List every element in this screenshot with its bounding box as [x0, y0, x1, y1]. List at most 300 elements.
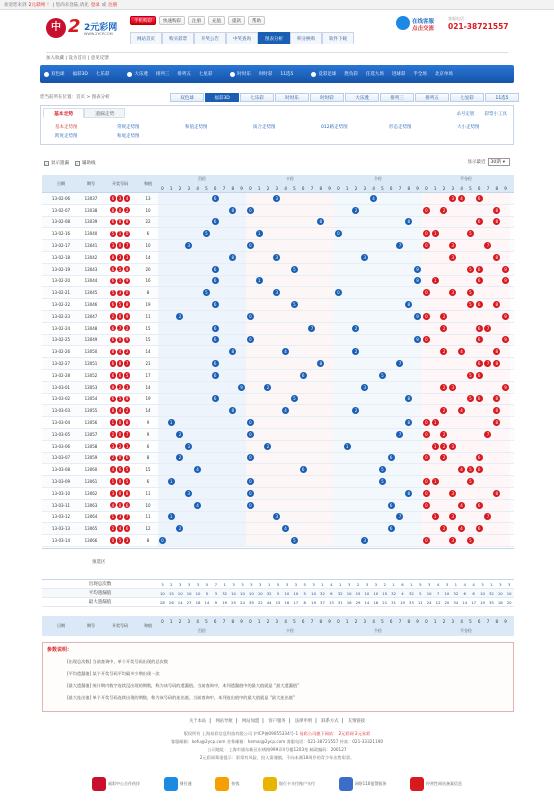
- omit-cell: [158, 394, 167, 405]
- win-ball: 5: [125, 372, 129, 378]
- omit-cell: [396, 346, 405, 357]
- hit-ball: 4: [282, 407, 289, 414]
- omit-cell: [316, 429, 325, 440]
- hit-ball: 6: [212, 325, 219, 332]
- stat-value: 15: [355, 590, 361, 596]
- omit-cell: [492, 535, 501, 546]
- omit-cell: [167, 429, 176, 440]
- omit-cell: [440, 193, 449, 204]
- omit-cell: [158, 276, 167, 287]
- row-sum: 10: [145, 243, 151, 249]
- hit-cell: [440, 205, 449, 216]
- nav-home[interactable]: 网站首页: [130, 32, 162, 44]
- omit-cell: [378, 405, 387, 416]
- omit-cell: [360, 476, 369, 487]
- hotline-number: 021-38721557: [448, 22, 509, 31]
- omit-cell: [308, 264, 317, 275]
- omit-cell: [457, 512, 466, 523]
- row-zone: [422, 217, 510, 228]
- hit-ball: 1: [432, 513, 439, 520]
- win-ball: 5: [118, 302, 122, 308]
- stat-value: 39: [248, 599, 254, 605]
- win-ball: 7: [125, 431, 129, 437]
- hit-ball: 5: [467, 266, 474, 273]
- omit-cell: [167, 346, 176, 357]
- badge-icp[interactable]: 经营性网站备案信息: [410, 774, 462, 794]
- footer-links: 关于本站 | 网站导航 | 网站加盟 | 客户服务 | 法律申明 | 联系方式 | 友情链接: [189, 718, 365, 724]
- omit-cell: [176, 512, 185, 523]
- chart-link-span[interactable]: 跨度走势图: [55, 134, 78, 139]
- stat-value: 33: [408, 599, 414, 605]
- row-zone: [158, 417, 246, 428]
- omit-cell: [413, 417, 422, 428]
- tab-pl3[interactable]: 排列三: [380, 93, 414, 102]
- omit-cell: [369, 299, 378, 310]
- omit-cell: [246, 441, 255, 452]
- omit-cell: [184, 299, 193, 310]
- hit-ball: 8: [229, 348, 236, 355]
- omit-cell: [255, 394, 264, 405]
- stat-value: 17: [471, 599, 477, 605]
- hit-cell: [457, 500, 466, 511]
- hit-cell: [492, 252, 501, 263]
- omit-cell: [308, 476, 317, 487]
- row-sum: 17: [145, 372, 151, 378]
- omit-cell: [404, 240, 413, 251]
- stat-value: 3: [481, 581, 484, 587]
- omit-cell: [440, 512, 449, 523]
- mobile-buy-button[interactable]: 手机购彩: [130, 16, 156, 25]
- omit-cell: [440, 464, 449, 475]
- omit-cell: [343, 405, 352, 416]
- lottery-item-dlt[interactable]: 大乐透: [127, 71, 148, 77]
- omit-cell: [501, 193, 510, 204]
- omit-cell: [440, 228, 449, 239]
- omit-cell: [501, 394, 510, 405]
- hit-cell: [228, 252, 237, 263]
- hit-ball: 8: [317, 218, 324, 225]
- omit-cell: [325, 252, 334, 263]
- kill-number-link[interactable]: 杀号定胆: [456, 112, 475, 117]
- omit-cell: [431, 523, 440, 534]
- hit-cell: [440, 523, 449, 534]
- hit-cell: [193, 500, 202, 511]
- omit-cell: [158, 299, 167, 310]
- stat-value: 3: [196, 581, 200, 587]
- hit-cell: [457, 346, 466, 357]
- online-service[interactable]: [396, 16, 440, 36]
- row-sum: 21: [145, 361, 151, 367]
- tab-dlt[interactable]: 大乐透: [345, 93, 379, 102]
- omit-cell: [360, 358, 369, 369]
- hit-cell: [228, 405, 237, 416]
- predict-zone[interactable]: [42, 548, 514, 580]
- chart-link-shape[interactable]: 形态走势图: [389, 125, 412, 130]
- omit-cell: [308, 535, 317, 546]
- hit-cell: [501, 311, 510, 322]
- lottery-item-pl5[interactable]: 排列五: [177, 72, 191, 77]
- omit-cell: [281, 323, 290, 334]
- periods-select[interactable]: 30期 ▾: [488, 158, 511, 166]
- omit-cell: [334, 205, 343, 216]
- digit-header: 4: [460, 618, 463, 624]
- badge-tenpay[interactable]: 财付通: [164, 774, 192, 794]
- stat-value: 1: [339, 581, 342, 587]
- digit-header: 4: [196, 185, 199, 191]
- win-ball: 5: [118, 538, 122, 543]
- tab-11x5[interactable]: 11选5: [485, 93, 519, 102]
- omit-cell: [343, 346, 352, 357]
- lottery-item-3d[interactable]: 福彩3D: [72, 72, 88, 77]
- row-date: 13-03-02: [51, 396, 71, 402]
- omit-cell: [202, 264, 211, 275]
- omit-cell: [387, 429, 396, 440]
- hit-ball: 3: [185, 443, 192, 450]
- row-sum: 11: [145, 514, 151, 520]
- nav-winning[interactable]: 中奖查询: [226, 32, 258, 44]
- stat-value: 32: [453, 590, 459, 596]
- nav-results[interactable]: 开奖公告: [194, 32, 226, 44]
- lottery-item-ssq[interactable]: 双色球: [44, 71, 65, 77]
- omit-cell: [308, 500, 317, 511]
- hit-cell: [360, 535, 369, 546]
- row-date: 13-02-28: [51, 372, 71, 378]
- stat-value: 3: [365, 581, 369, 587]
- omit-cell: [264, 264, 273, 275]
- omit-cell: [404, 464, 413, 475]
- tenpay-logo-icon: [164, 777, 178, 791]
- nav-download[interactable]: 软件下载: [322, 32, 354, 44]
- omit-cell: [343, 429, 352, 440]
- hit-ball: 2: [352, 207, 359, 214]
- digit-header: 3: [187, 185, 191, 191]
- omit-cell: [369, 252, 378, 263]
- win-ball: 9: [125, 313, 129, 319]
- hit-cell: [281, 346, 290, 357]
- digit-header: 5: [205, 618, 208, 624]
- omit-cell: [264, 464, 273, 475]
- hit-cell: [440, 453, 449, 464]
- lottery-item-rx9[interactable]: 任选九场: [365, 72, 384, 77]
- row-issue: 13061: [84, 479, 98, 485]
- omit-cell: [228, 240, 237, 251]
- tab-qlc[interactable]: 七乐彩: [240, 93, 274, 102]
- row-sum: 6: [146, 443, 150, 449]
- omit-cell: [220, 476, 229, 487]
- omit-cell: [176, 217, 185, 228]
- win-ball: 5: [118, 396, 122, 402]
- omit-cell: [334, 394, 343, 405]
- tab-3d[interactable]: 福彩3D: [205, 93, 239, 102]
- footer-link-contact[interactable]: 联系方式: [321, 719, 339, 724]
- omit-cell: [457, 276, 466, 287]
- row-zone: [334, 453, 422, 464]
- recharge-button[interactable]: 充值: [208, 16, 225, 25]
- nav-buy[interactable]: 购买彩票: [162, 32, 194, 44]
- omit-cell: [466, 453, 475, 464]
- login-link[interactable]: 登录: [90, 2, 100, 8]
- row-issue: 13054: [84, 396, 98, 402]
- omit-cell: [413, 217, 422, 228]
- stat-value: 3: [347, 581, 351, 587]
- row-zone: [422, 394, 510, 405]
- tools-link[interactable]: 彩票小工具: [484, 112, 507, 117]
- omit-cell: [387, 240, 396, 251]
- split-line-checkbox[interactable]: ✓: [75, 160, 80, 166]
- lottery-item-sfc[interactable]: 胜负彩: [344, 72, 358, 77]
- omit-cell: [308, 512, 317, 523]
- row-zone: [246, 311, 334, 322]
- omit-cell: [211, 417, 220, 428]
- win-ball: 7: [125, 243, 129, 249]
- hit-cell: [211, 335, 220, 346]
- badge-welfare[interactable]: 福彩中心合作伙伴: [92, 774, 140, 794]
- omit-cell: [457, 323, 466, 334]
- omit-cell: [343, 453, 352, 464]
- omit-cell: [184, 464, 193, 475]
- omit-cell: [501, 205, 510, 216]
- hit-cell: [422, 335, 431, 346]
- hit-ball: 8: [493, 360, 500, 367]
- omit-cell: [440, 276, 449, 287]
- stat-value: 10: [195, 590, 201, 596]
- hit-ball: 8: [493, 254, 500, 261]
- omit-cell: [369, 394, 378, 405]
- hit-cell: [387, 500, 396, 511]
- lottery-item-ssl[interactable]: 时时乐: [230, 71, 251, 77]
- hit-ball: 4: [194, 466, 201, 473]
- omit-cell: [325, 464, 334, 475]
- hit-ball: 9: [414, 266, 421, 273]
- hit-ball: 2: [264, 443, 271, 450]
- row-issue: 13062: [84, 490, 98, 496]
- quick-buy-button[interactable]: 快速购彩: [159, 16, 185, 25]
- row-issue: 13044: [84, 278, 98, 284]
- hit-ball: 5: [291, 537, 298, 544]
- hit-ball: 3: [185, 242, 192, 249]
- hit-ball: 9: [502, 336, 509, 343]
- badge-99bill[interactable]: 快钱: [215, 774, 239, 794]
- omit-cell: [281, 453, 290, 464]
- omit-cell: [501, 441, 510, 452]
- digit-header: 3: [451, 185, 455, 191]
- chart-link-size[interactable]: 大小走势图: [457, 125, 480, 130]
- omit-cell: [431, 405, 440, 416]
- omit-cell: [246, 523, 255, 534]
- hit-ball: 1: [256, 230, 263, 237]
- omit-cell: [299, 358, 308, 369]
- stat-value: 32: [337, 590, 343, 596]
- help-button[interactable]: 帮助: [248, 16, 265, 25]
- stat-value: 34: [453, 599, 459, 605]
- omit-cell: [501, 370, 510, 381]
- footer-link-sitemap[interactable]: 网站导航: [215, 719, 233, 724]
- omit-cell: [396, 464, 405, 475]
- lottery-item-jqc[interactable]: 进球彩: [391, 72, 406, 77]
- omit-cell: [299, 441, 308, 452]
- footer-link-friends[interactable]: 友情链接: [347, 719, 365, 724]
- tab-qxc[interactable]: 七星彩: [450, 93, 484, 102]
- row-zone: [158, 276, 246, 287]
- row-win-number: [102, 523, 138, 534]
- omit-cell: [228, 217, 237, 228]
- row-zone: [334, 382, 422, 393]
- lottery-item-pl3[interactable]: 排列三: [155, 72, 170, 77]
- hit-cell: [492, 405, 501, 416]
- chart-link-tail[interactable]: 和尾走势图: [117, 134, 140, 139]
- win-ball: 2: [125, 349, 129, 355]
- header-date: 日期: [57, 180, 65, 186]
- hit-ball: 0: [423, 230, 430, 237]
- omit-cell: [167, 264, 176, 275]
- omit-cell: [167, 299, 176, 310]
- omit-cell: [352, 441, 361, 452]
- digit-header: 6: [213, 185, 217, 191]
- breadcrumb-text: 您当前所在位置：首页 > 图表分析: [40, 95, 110, 100]
- row-zone: [246, 346, 334, 357]
- omit-cell: [176, 476, 185, 487]
- row-zone: [246, 453, 334, 464]
- omit-cell: [202, 193, 211, 204]
- footer-link-service[interactable]: 客户服务: [268, 719, 286, 724]
- badge-bank[interactable]: 银行卡支付账户支付: [263, 774, 315, 794]
- hit-cell: [184, 240, 193, 251]
- omit-cell: [440, 535, 449, 546]
- row-issue: 13038: [84, 207, 98, 213]
- row-sum: 10: [145, 207, 151, 213]
- chart-link-normal[interactable]: 常规走势图: [117, 125, 140, 130]
- omit-cell: [193, 358, 202, 369]
- omit-cell: [387, 358, 396, 369]
- omit-cell: [387, 476, 396, 487]
- hit-cell: [440, 323, 449, 334]
- site-logo[interactable]: [46, 16, 126, 46]
- omit-cell: [193, 252, 202, 263]
- tab-ssq[interactable]: 双色球: [170, 93, 204, 102]
- hit-cell: [334, 228, 343, 239]
- stat-value: 35: [488, 599, 494, 605]
- withdraw-button[interactable]: 提款: [228, 16, 245, 25]
- stat-value: 44: [266, 599, 272, 605]
- row-win-number: [102, 323, 138, 334]
- omit-cell: [308, 358, 317, 369]
- lottery-item-ssc[interactable]: 时时彩: [258, 72, 273, 77]
- omit-cell: [492, 370, 501, 381]
- tab-ssc[interactable]: 时时彩: [310, 93, 344, 102]
- win-ball: 1: [111, 420, 115, 426]
- hit-cell: [396, 240, 405, 251]
- omit-cell: [334, 335, 343, 346]
- omit-cell: [202, 535, 211, 546]
- row-sum: 14: [145, 408, 151, 414]
- win-ball: 6: [125, 526, 129, 532]
- omit-cell: [281, 417, 290, 428]
- omit-cell: [264, 205, 273, 216]
- lottery-item-qlc[interactable]: 七乐彩: [95, 72, 110, 77]
- chart-link-basic[interactable]: 基本走势图: [55, 125, 78, 130]
- hit-ball: 7: [308, 325, 315, 332]
- omit-cell: [316, 193, 325, 204]
- logo-mark-icon: 中: [46, 18, 66, 38]
- omit-cell: [316, 346, 325, 357]
- omit-cell: [396, 287, 405, 298]
- omit-cell: [246, 358, 255, 369]
- lottery-item-bqc[interactable]: 半全场: [413, 72, 427, 77]
- lottery-item-bjdc[interactable]: 北京单场: [434, 72, 453, 77]
- welcome-text: 欢迎您来到: [4, 2, 27, 8]
- omit-cell: [457, 488, 466, 499]
- row-date: 13-02-26: [51, 349, 71, 355]
- hit-ball: 6: [388, 502, 395, 509]
- hit-cell: [316, 217, 325, 228]
- hit-cell: [475, 370, 484, 381]
- register-button[interactable]: 注册: [188, 16, 205, 25]
- digit-header: 1: [345, 185, 349, 191]
- nav-charts[interactable]: 图表分析: [258, 32, 290, 44]
- hit-cell: [255, 276, 264, 287]
- lottery-item-11x5[interactable]: 11选5: [280, 72, 294, 77]
- chart-link-prime[interactable]: 质合走势图: [253, 125, 276, 130]
- omit-cell: [308, 217, 317, 228]
- omit-cell: [255, 193, 264, 204]
- tab-pl5[interactable]: 排列五: [415, 93, 449, 102]
- hit-cell: [281, 523, 290, 534]
- tab-omit-trend[interactable]: 遗漏走势: [84, 108, 125, 118]
- chart-link-012[interactable]: 012路走势图: [321, 125, 348, 130]
- win-ball: 0: [118, 479, 122, 485]
- omit-cell: [334, 523, 343, 534]
- omit-cell: [193, 382, 202, 393]
- stat-value: 10: [426, 590, 432, 596]
- omit-cell: [404, 205, 413, 216]
- quick-buttons: [130, 16, 268, 25]
- member-links[interactable]: 加入收藏 | 设为首页 | 意见反馈: [46, 55, 109, 61]
- nav-points[interactable]: 积分换购: [290, 32, 322, 44]
- omit-cell: [448, 346, 457, 357]
- row-zone: [422, 287, 510, 298]
- omit-cell: [466, 323, 475, 334]
- sports-icon: [127, 72, 132, 77]
- tab-basic-trend[interactable]: 基本走势: [43, 108, 84, 118]
- omit-cell: [308, 276, 317, 287]
- hit-ball: 3: [449, 289, 456, 296]
- register-link[interactable]: 注册: [108, 2, 118, 8]
- lottery-item-qxc[interactable]: 七星彩: [198, 72, 213, 77]
- omit-cell: [352, 512, 361, 523]
- footer-link-about[interactable]: 关于本站: [189, 719, 207, 724]
- row-date: 13-03-03: [51, 408, 71, 414]
- row-zone: [334, 394, 422, 405]
- omit-cell: [184, 500, 193, 511]
- omit-cell: [290, 500, 299, 511]
- footer-link-legal[interactable]: 法律申明: [294, 719, 313, 724]
- omit-cell: [431, 205, 440, 216]
- omit-cell: [237, 311, 246, 322]
- win-ball: 3: [118, 514, 122, 520]
- badge-police[interactable]: 网络110报警服务: [339, 774, 387, 794]
- chart-link-sum[interactable]: 和值走势图: [185, 125, 208, 130]
- hit-cell: [228, 346, 237, 357]
- lottery-nav: [40, 65, 514, 83]
- omit-cell: [211, 429, 220, 440]
- lottery-item-jczq[interactable]: 竞彩足球: [311, 71, 336, 77]
- hit-ball: 6: [388, 525, 395, 532]
- tab-ssl[interactable]: 时时乐: [275, 93, 309, 102]
- win-ball: 6: [111, 302, 115, 308]
- omit-cell: [264, 252, 273, 263]
- show-omit-checkbox[interactable]: ✓: [44, 160, 49, 166]
- footer-link-join[interactable]: 网站加盟: [241, 719, 260, 724]
